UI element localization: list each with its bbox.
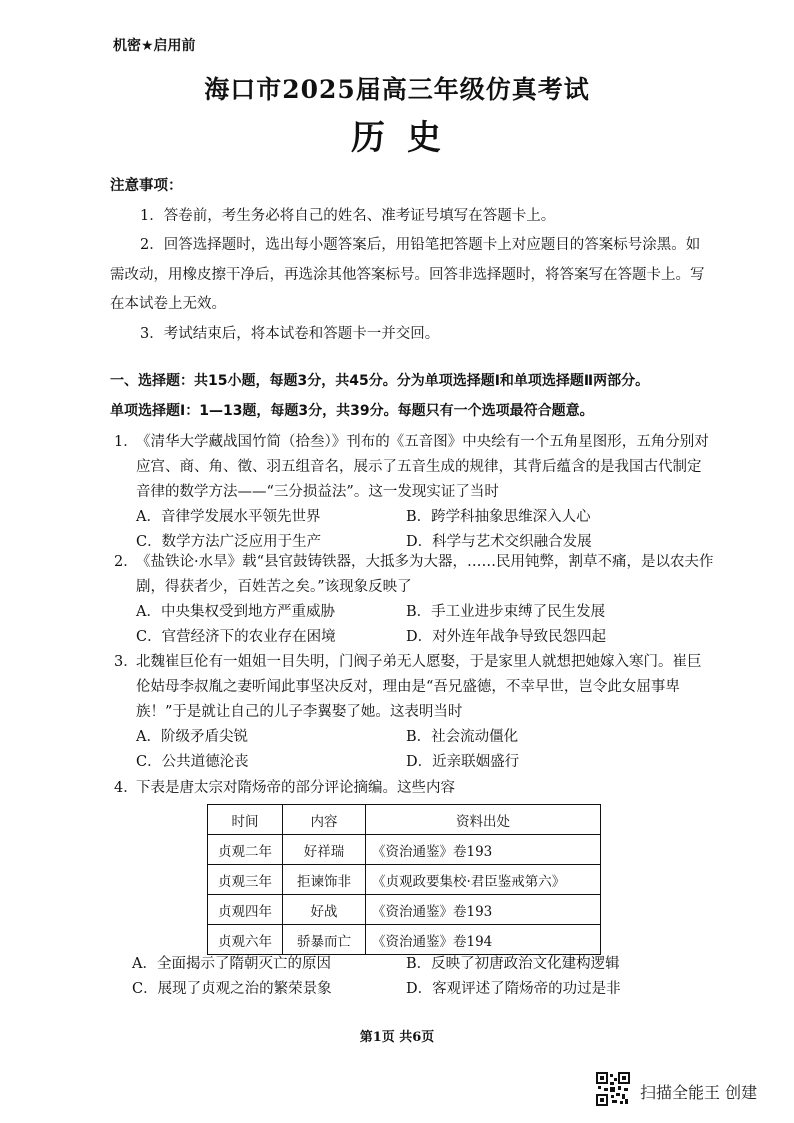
question-number: 3． — [114, 654, 138, 670]
table-cell: 《资治通鉴》卷193 — [366, 895, 601, 925]
table-row — [208, 925, 601, 955]
question-stem: 下表是唐太宗对隋炀帝的部分评论摘编。这些内容 — [136, 780, 455, 796]
table-cell: 《贞观政要集校·君臣鉴戒第六》 — [366, 865, 601, 895]
question-4-options — [114, 952, 714, 1002]
table-cell: 《资治通鉴》卷194 — [366, 925, 601, 955]
question-2 — [114, 550, 714, 650]
table-row — [208, 865, 601, 895]
notice-item: 3．考试结束后，将本试卷和答题卡一并交回。 — [140, 325, 440, 342]
option-a: A．阶级矛盾尖锐 — [136, 729, 248, 745]
option-c: C．官营经济下的农业存在困境 — [136, 629, 336, 645]
subject-title: 历史 — [351, 118, 463, 158]
table-row — [208, 895, 601, 925]
option-c: C．展现了贞观之治的繁荣景象 — [132, 981, 332, 997]
table-cell: 贞观六年 — [208, 925, 283, 955]
table-header-row — [208, 805, 601, 835]
question-stem: 《清华大学藏战国竹简（拾叁）》刊布的《五音图》中央绘有一个五角星图形，五角分别对应宫、商、角、徵、羽五组音名，展示了五音生成的规律，其背后蕴含的是我国古代制定音律的数学方法——“三分损益法”。这一发现实证了当时 — [136, 434, 709, 500]
qr-code-icon — [596, 1072, 630, 1106]
part1-sub-heading: 单项选择题Ⅰ：1—13题，每题3分，共39分。每题只有一个选项最符合题意。 — [110, 403, 594, 419]
table-header: 时间 — [208, 805, 283, 835]
option-a: A．全面揭示了隋朝灭亡的原因 — [132, 956, 331, 972]
option-a: A．中央集权受到地方严重威胁 — [136, 604, 335, 620]
question-4 — [114, 776, 714, 801]
option-b: B．手工业进步束缚了民生发展 — [406, 604, 606, 620]
table-cell: 好祥瑞 — [283, 835, 366, 865]
scanner-watermark: 扫描全能王 创建 — [640, 1083, 758, 1102]
section-heading — [110, 366, 730, 426]
table-cell: 《资治通鉴》卷193 — [366, 835, 601, 865]
table-cell: 好战 — [283, 895, 366, 925]
question-stem: 《盐铁论·水旱》载“县官鼓铸铁器，大抵多为大器，……民用钝弊，割草不痛，是以农夫作剧，得获者少，百姓苦之矣。”该现象反映了 — [136, 554, 714, 595]
question-number: 2． — [114, 554, 138, 570]
page-number: 第1页 共6页 — [359, 1030, 435, 1045]
notice-heading: 注意事项： — [110, 178, 183, 194]
question-3 — [114, 650, 714, 775]
table-cell: 贞观四年 — [208, 895, 283, 925]
option-b: B．反映了初唐政治文化建构逻辑 — [406, 956, 620, 972]
option-c: C．公共道德沦丧 — [136, 754, 249, 770]
option-d: D．客观评述了隋炀帝的功过是非 — [406, 981, 621, 997]
option-a: A．音律学发展水平领先世界 — [136, 509, 321, 525]
evaluation-table — [207, 804, 601, 955]
option-c: C．数学方法广泛应用于生产 — [136, 534, 322, 550]
question-number: 4． — [114, 780, 138, 796]
table-cell: 拒谏饰非 — [283, 865, 366, 895]
notice-block — [110, 172, 710, 349]
option-d: D．对外连年战争导致民怨四起 — [406, 629, 607, 645]
table-header: 资料出处 — [366, 805, 601, 835]
table-cell: 骄暴而亡 — [283, 925, 366, 955]
table-row — [208, 835, 601, 865]
question-stem: 北魏崔巨伦有一姐姐一目失明，门阀子弟无人愿娶，于是家里人就想把她嫁入寒门。崔巨伦姑母李叔胤之妻听闻此事坚决反对，理由是“吾兄盛德，不幸早世，岂令此女屈事卑族！”于是就让自己的儿子李翼娶了她。这表明当时 — [136, 654, 702, 720]
table-header: 内容 — [283, 805, 366, 835]
table-cell: 贞观三年 — [208, 865, 283, 895]
question-1 — [114, 430, 714, 555]
table-cell: 贞观二年 — [208, 835, 283, 865]
exam-title: 海口市2025届高三年级仿真考试 — [204, 75, 590, 104]
part1-heading: 一、选择题：共15小题，每题3分，共45分。分为单项选择题Ⅰ和单项选择题Ⅱ两部分。 — [110, 373, 650, 389]
notice-item: 2．回答选择题时，选出每小题答案后，用铅笔把答题卡上对应题目的答案标号涂黑。如需改动，用橡皮擦干净后，再选涂其他答案标号。回答非选择题时，将答案写在答题卡上。写在本试卷上无效。 — [110, 237, 705, 312]
secret-mark: 机密★启用前 — [113, 38, 196, 54]
option-b: B．跨学科抽象思维深入人心 — [406, 509, 591, 525]
option-d: D．近亲联姻盛行 — [406, 754, 520, 770]
option-d: D．科学与艺术交织融合发展 — [406, 534, 592, 550]
question-number: 1． — [114, 434, 138, 450]
option-b: B．社会流动僵化 — [406, 729, 519, 745]
notice-item: 1．答卷前，考生务必将自己的姓名、准考证号填写在答题卡上。 — [140, 207, 556, 224]
